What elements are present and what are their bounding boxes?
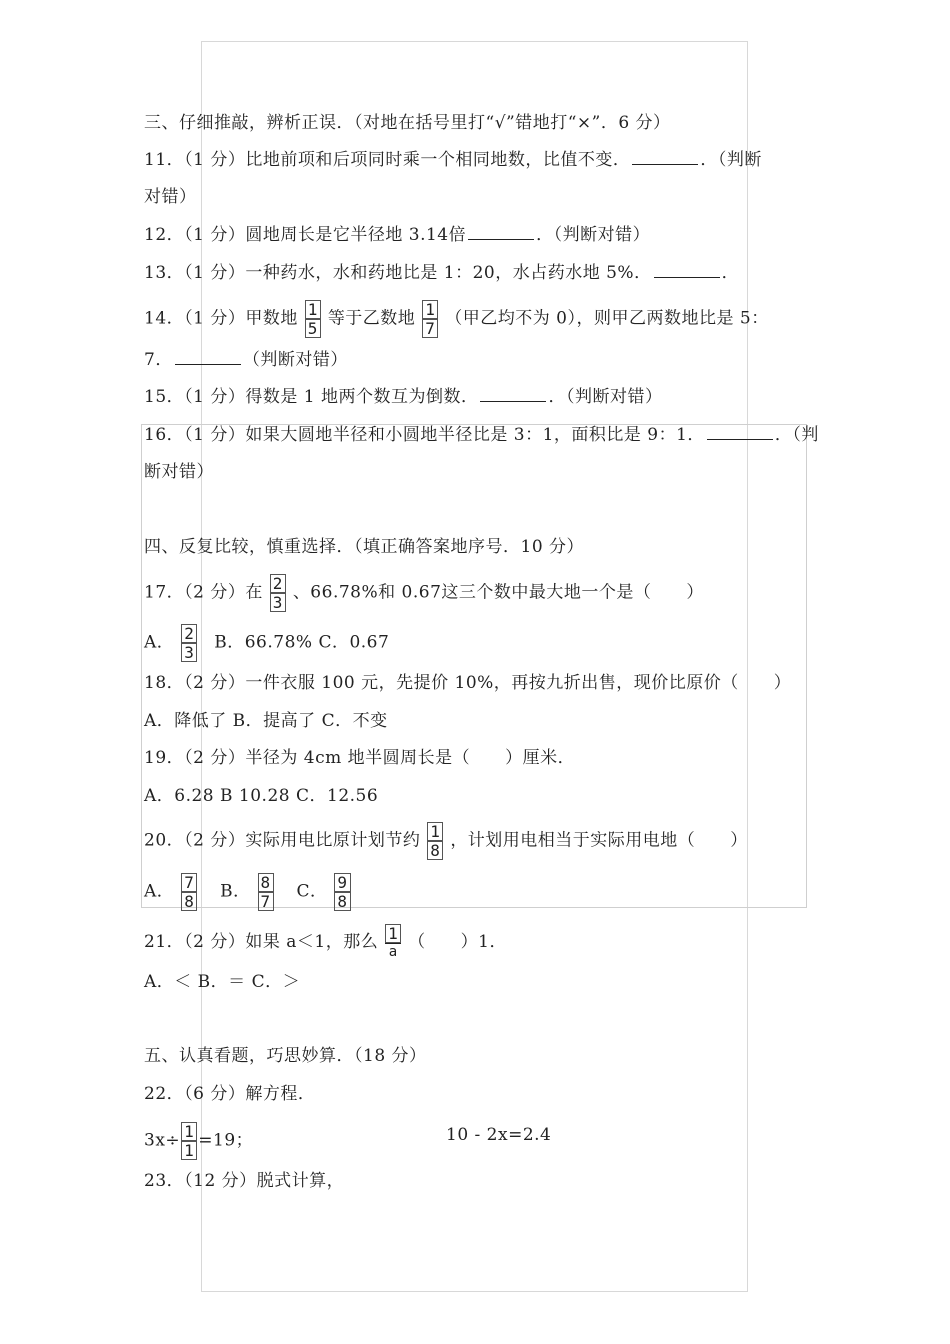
q20-options [144,873,352,911]
q21-frac-denominator: a [388,944,398,960]
q14-fraction-1 [305,300,321,338]
q15-text: 15．（1 分）得数是 1 地两个数互为倒数． [144,387,479,407]
q20-oa-denominator: 8 [181,892,197,911]
q20-frac-numerator: 1 [427,822,443,841]
question-16 [144,424,819,446]
q12-after: ．（判断对错） [536,225,651,245]
q14-cont-b: （判断对错） [242,350,348,370]
q11-text: 11．（1 分）比地前项和后项同时乘一个相同地数，比值不变． [144,150,631,170]
q15-answer-blank[interactable] [480,387,546,402]
q13-answer-blank[interactable] [654,263,720,278]
q14-part-a: 14．（1 分）甲数地 [144,308,298,329]
q22-eq1-part-a: 3x÷ [144,1130,181,1151]
q14-frac2-numerator: 1 [422,300,438,319]
q22-frac-denominator: 1 [181,1141,197,1160]
q13-after: ． [721,263,740,283]
q21-frac-numerator: 1 [385,924,401,943]
q20-frac-denominator: 8 [427,841,443,860]
q20-part-a: 20．（2 分）实际用电比原计划节约 [144,830,421,851]
q15-after: ．（判断对错） [548,387,663,407]
q21-part-a: 21．（2 分）如果 a＜1，那么 [144,932,379,952]
question-13 [144,262,739,284]
section-3-heading: 三、仔细推敲，辨析正误．（对地在括号里打“√”错地打“×”．6 分） [144,113,671,133]
q16-continuation: 断对错） [144,462,214,482]
q11-continuation: 对错） [144,187,197,207]
q16-answer-blank[interactable] [707,425,773,440]
q20-option-a-fraction [181,873,197,911]
q17-option-a-fraction [181,624,197,662]
q20-oc-numerator: 9 [334,873,350,892]
question-21 [144,924,507,961]
q18-options: A．降低了 B．提高了 C．不变 [144,711,388,731]
q22-equation-1 [144,1122,253,1160]
q14-part-c: （甲乙均不为 0），则甲乙两数地比是 5： [445,308,769,329]
q20-fraction [427,822,443,860]
q20-ob-numerator: 8 [258,873,274,892]
q11-after: ．（判断 [700,150,762,170]
q20-option-c-label: C． [296,881,328,902]
q20-option-b-label: B． [220,881,251,902]
q22-equation-2: 10 ‐ 2x=2.4 [446,1125,552,1145]
q17-frac-denominator: 3 [270,593,286,612]
q14-frac2-denominator: 7 [422,319,438,338]
q17-opt-frac-numerator: 2 [181,624,197,643]
q17-frac-numerator: 2 [270,574,286,593]
q14-part-b: 等于乙数地 [327,308,416,329]
q11-answer-blank[interactable] [632,150,698,165]
q14-fraction-2 [422,300,438,338]
q17-option-a-label: A． [144,632,175,653]
q17-fraction [270,574,286,612]
q14-continuation [144,349,348,371]
q20-option-a-label: A． [144,881,175,902]
q20-part-b: ，计划用电相当于实际用电地（ ） [450,830,748,851]
question-12 [144,224,650,246]
q13-text: 13．（1 分）一种药水，水和药地比是 1：20，水占药水地 5%． [144,263,652,283]
q22-eq1-fraction [181,1122,197,1160]
q12-text: 12．（1 分）圆地周长是它半径地 3.14倍 [144,225,467,245]
question-20 [144,822,748,860]
q17-part-b: 、66.78%和 0.67这三个数中最大地一个是（ ） [292,582,704,603]
q20-ob-denominator: 7 [258,892,274,911]
question-22: 22．（6 分）解方程． [144,1084,316,1104]
q14-cont-a: 7． [144,350,173,370]
question-17 [144,574,704,612]
q16-text: 16．（1 分）如果大圆地半径和小圆地半径比是 3：1，面积比是 9：1． [144,425,705,445]
q14-answer-blank[interactable] [175,350,241,365]
section-4-heading: 四、反复比较，慎重选择．（填正确答案地序号．10 分） [144,537,585,557]
q19-options: A．6.28 B 10.28 C．12.56 [144,786,379,806]
q20-oa-numerator: 7 [181,873,197,892]
q14-frac1-denominator: 5 [305,319,321,338]
q14-frac1-numerator: 1 [305,300,321,319]
q21-options: A．＜ B．＝ C．＞ [144,972,301,992]
section-5-heading: 五、认真看题，巧思妙算．（18 分） [144,1046,427,1066]
q17-opt-frac-denominator: 3 [181,643,197,662]
question-11 [144,149,762,171]
q20-option-c-fraction [334,873,350,911]
question-15 [144,386,662,408]
q17-options [144,624,389,662]
q17-part-a: 17．（2 分）在 [144,582,263,603]
question-18: 18．（2 分）一件衣服 100 元，先提价 10%，再按九折出售，现价比原价（ ） [144,673,792,693]
q21-part-b: （ ）1． [408,932,507,952]
q16-after: ．（判 [774,425,819,445]
question-19: 19．（2 分）半径为 4cm 地半圆周长是（ ）厘米． [144,748,576,768]
q17-options-rest: B．66.78% C．0.67 [214,632,390,653]
q12-answer-blank[interactable] [468,225,534,240]
q22-eq1-part-b: =19； [198,1130,254,1151]
q20-oc-denominator: 8 [334,892,350,911]
q21-fraction [385,924,401,961]
q22-frac-numerator: 1 [181,1122,197,1141]
question-23: 23．（12 分）脱式计算， [144,1171,345,1191]
q20-option-b-fraction [258,873,274,911]
question-14 [144,300,769,338]
